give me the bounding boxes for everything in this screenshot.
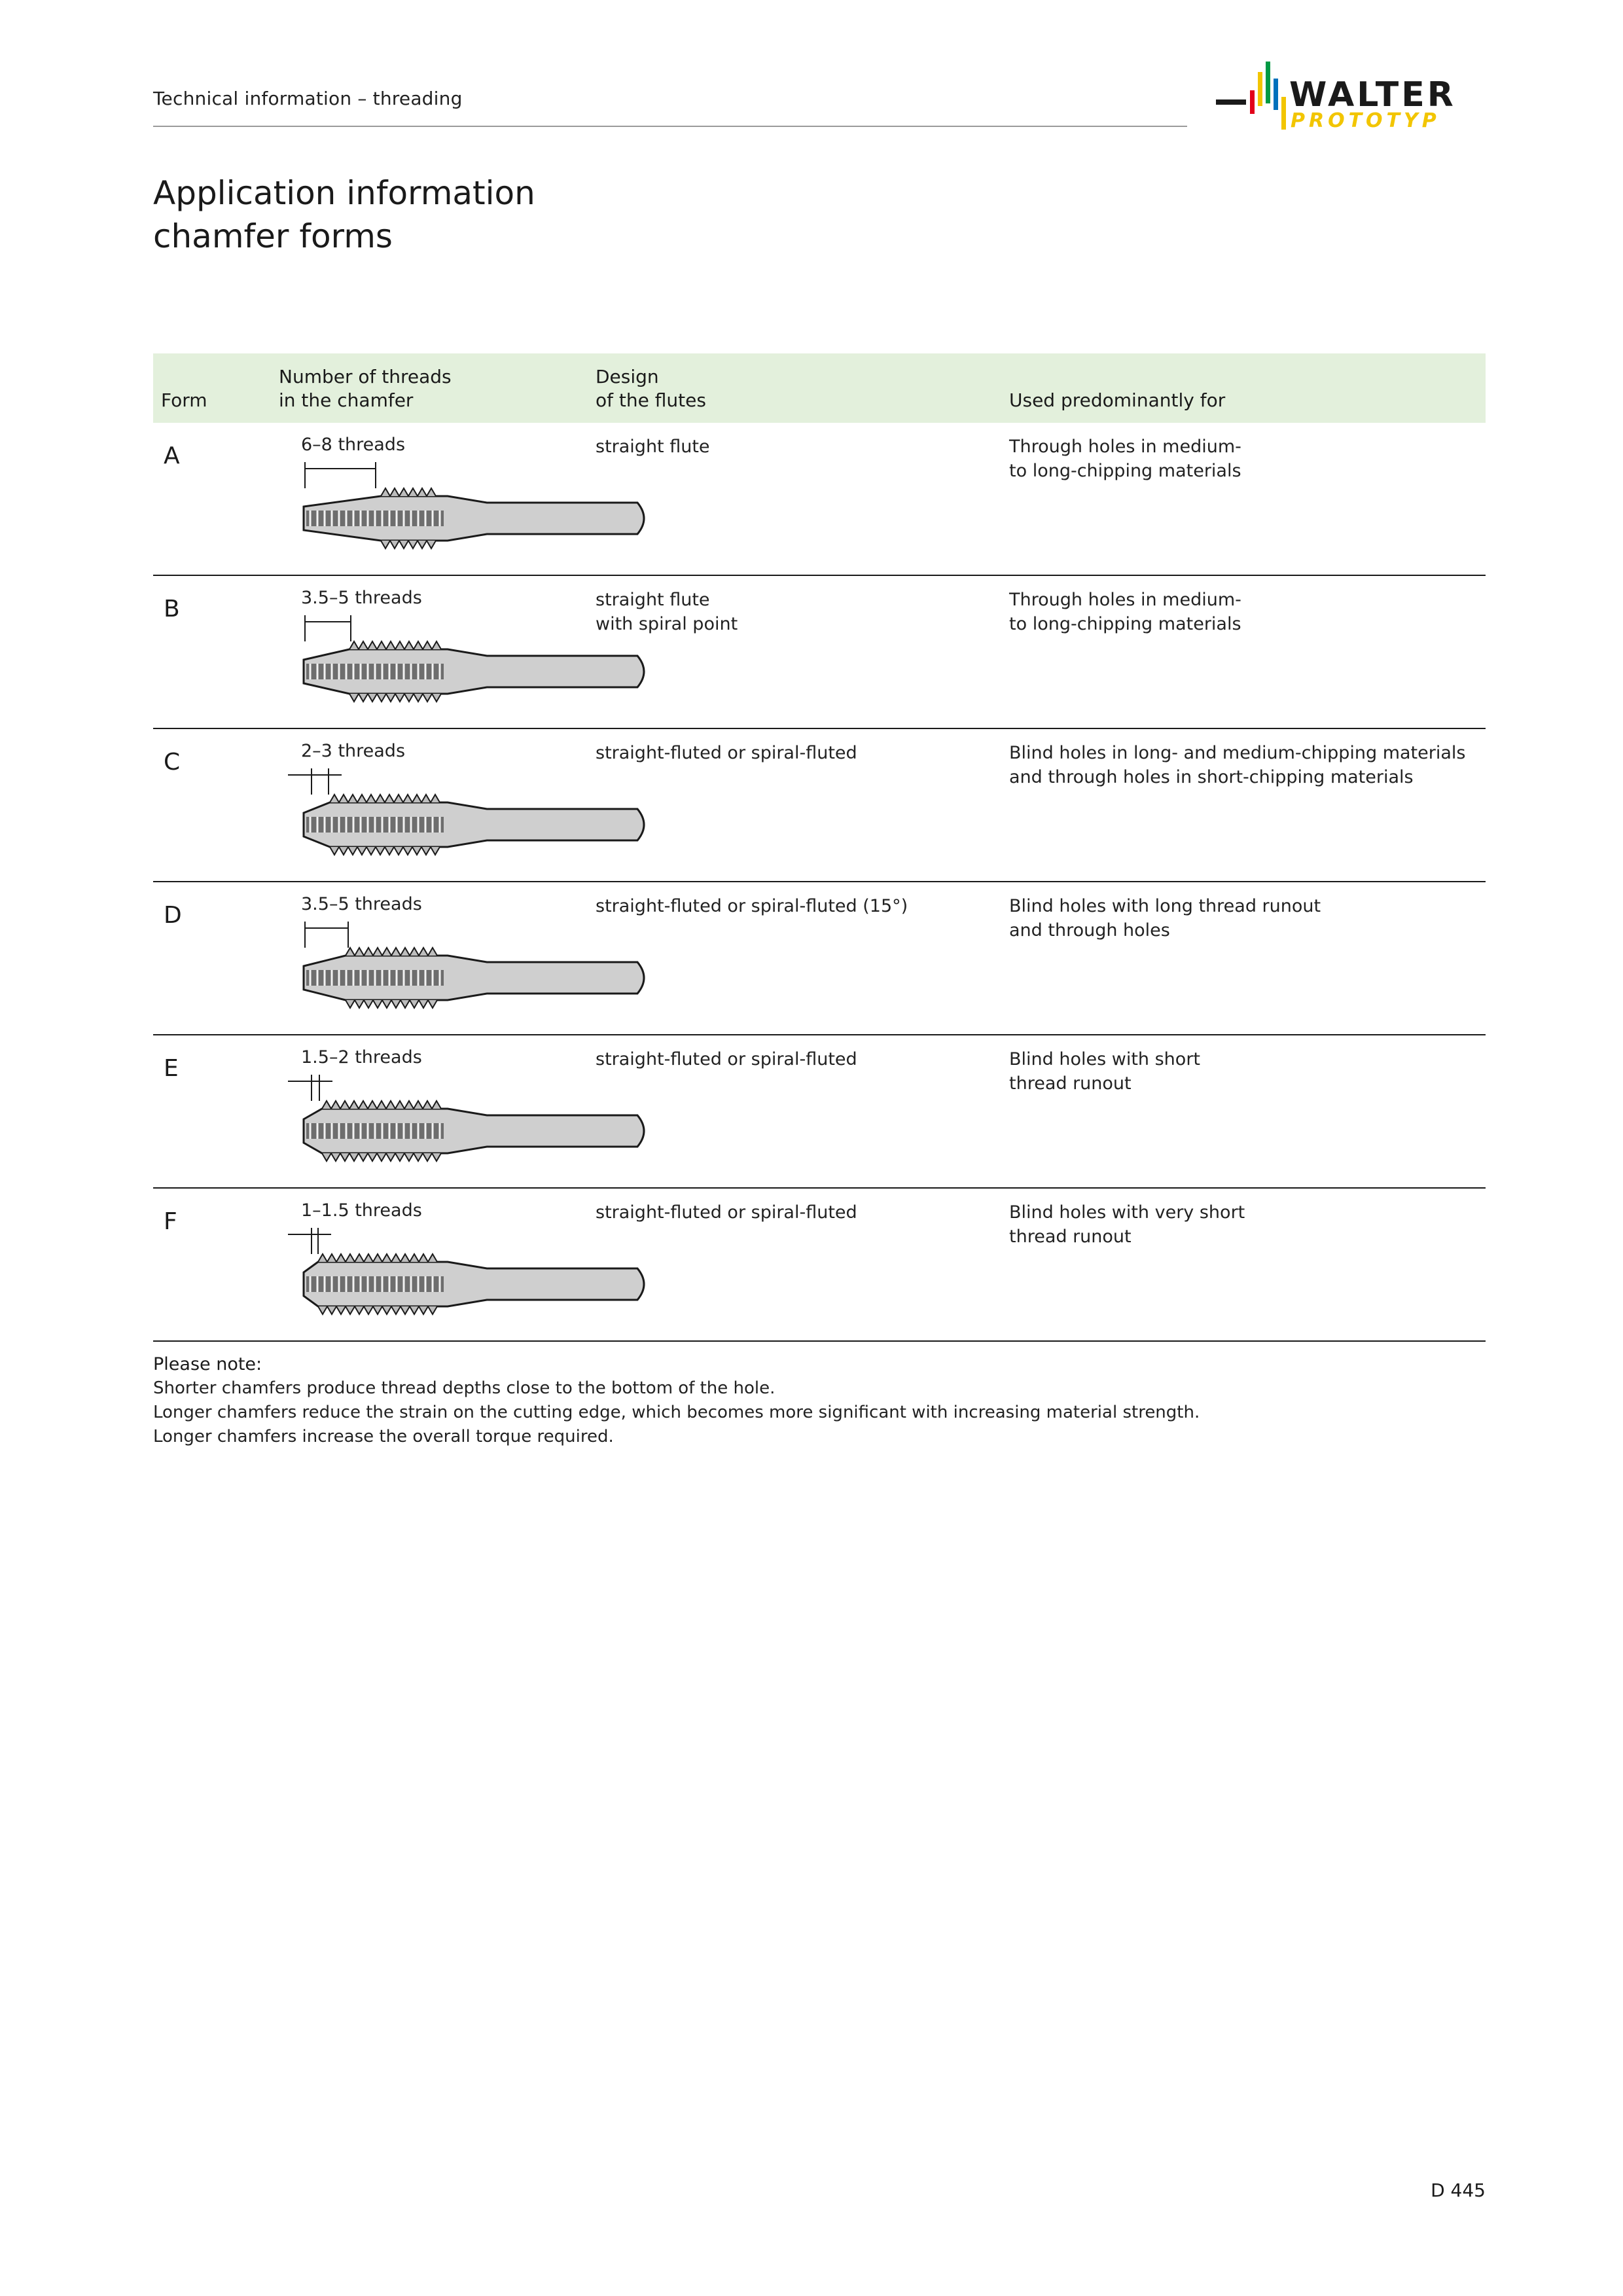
form-letter: F: [164, 1208, 177, 1235]
thread-teeth: [330, 847, 440, 855]
thread-teeth: [381, 488, 436, 496]
usage-cell: Blind holes in long- and medium-chipping materials and through holes in short-chipping materials: [1009, 743, 1466, 787]
threads-count: 1.5–2 threads: [301, 1047, 422, 1067]
walter-prototyp-logo: [1216, 59, 1491, 132]
table-row: [153, 1189, 1486, 1342]
thread-teeth: [349, 641, 441, 649]
page-number: D 445: [1431, 2179, 1486, 2201]
section-header: Technical information – threading: [153, 88, 463, 109]
header-form: Form: [161, 389, 207, 411]
thread-teeth: [381, 541, 436, 548]
thread-teeth: [318, 1254, 437, 1262]
form-letter: D: [164, 902, 182, 929]
header-design: Design of the flutes: [596, 366, 706, 411]
tap-illustration: [277, 1068, 657, 1166]
table-row: [153, 882, 1486, 1035]
logo-subtext: PROTOTYP: [1291, 109, 1440, 132]
form-letter: C: [164, 749, 181, 776]
threads-count: 2–3 threads: [301, 741, 406, 761]
form-letter: A: [164, 442, 180, 469]
table-row: [153, 423, 1486, 576]
tap-illustration: [277, 1221, 657, 1319]
page-title: Application information chamfer forms: [153, 174, 535, 255]
usage-cell: Through holes in medium- to long-chipping materials: [1009, 437, 1241, 481]
usage-cell: Through holes in medium- to long-chipping materials: [1009, 590, 1241, 634]
usage-cell: Blind holes with short thread runout: [1009, 1049, 1201, 1094]
thread-teeth: [322, 1101, 441, 1109]
header-used: Used predominantly for: [1009, 389, 1226, 411]
header-rule: [153, 126, 1187, 127]
threads-count: 3.5–5 threads: [301, 588, 422, 608]
design-cell: straight-fluted or spiral-fluted: [596, 743, 857, 763]
design-cell: straight-fluted or spiral-fluted: [596, 1049, 857, 1069]
tap-illustration: [277, 915, 657, 1013]
note-block: [153, 1352, 1200, 1449]
threads-count: 6–8 threads: [301, 435, 406, 455]
form-letter: B: [164, 596, 180, 622]
thread-teeth: [318, 1306, 437, 1314]
thread-teeth: [346, 948, 437, 956]
thread-teeth: [349, 694, 441, 702]
tap-illustration: [277, 456, 657, 554]
note-line: Longer chamfers reduce the strain on the cutting edge, which becomes more significant with increasing material strength.: [153, 1403, 1200, 1422]
design-cell: straight flute with spiral point: [596, 590, 738, 634]
thread-teeth: [346, 1000, 437, 1008]
threads-count: 3.5–5 threads: [301, 894, 422, 914]
table-row: [153, 576, 1486, 729]
usage-cell: Blind holes with long thread runout and through holes: [1009, 896, 1321, 941]
note-line: Shorter chamfers produce thread depths close to the bottom of the hole.: [153, 1378, 776, 1398]
table-row: [153, 729, 1486, 882]
table-row: [153, 1035, 1486, 1189]
usage-cell: Blind holes with very short thread runout: [1009, 1202, 1245, 1247]
table-header: [153, 353, 1486, 423]
design-cell: straight-fluted or spiral-fluted (15°): [596, 896, 908, 916]
note-line: Longer chamfers increase the overall torque required.: [153, 1427, 614, 1446]
row-divider: [153, 1340, 1486, 1342]
form-letter: E: [164, 1055, 179, 1082]
tap-illustration: [277, 762, 657, 860]
note-title: Please note:: [153, 1354, 262, 1374]
header-threads: Number of threads in the chamfer: [279, 366, 452, 411]
design-cell: straight flute: [596, 437, 710, 457]
threads-count: 1–1.5 threads: [301, 1200, 422, 1221]
thread-teeth: [322, 1153, 441, 1161]
thread-teeth: [330, 795, 440, 802]
logo-text: WALTER: [1289, 75, 1456, 115]
design-cell: straight-fluted or spiral-fluted: [596, 1202, 857, 1223]
